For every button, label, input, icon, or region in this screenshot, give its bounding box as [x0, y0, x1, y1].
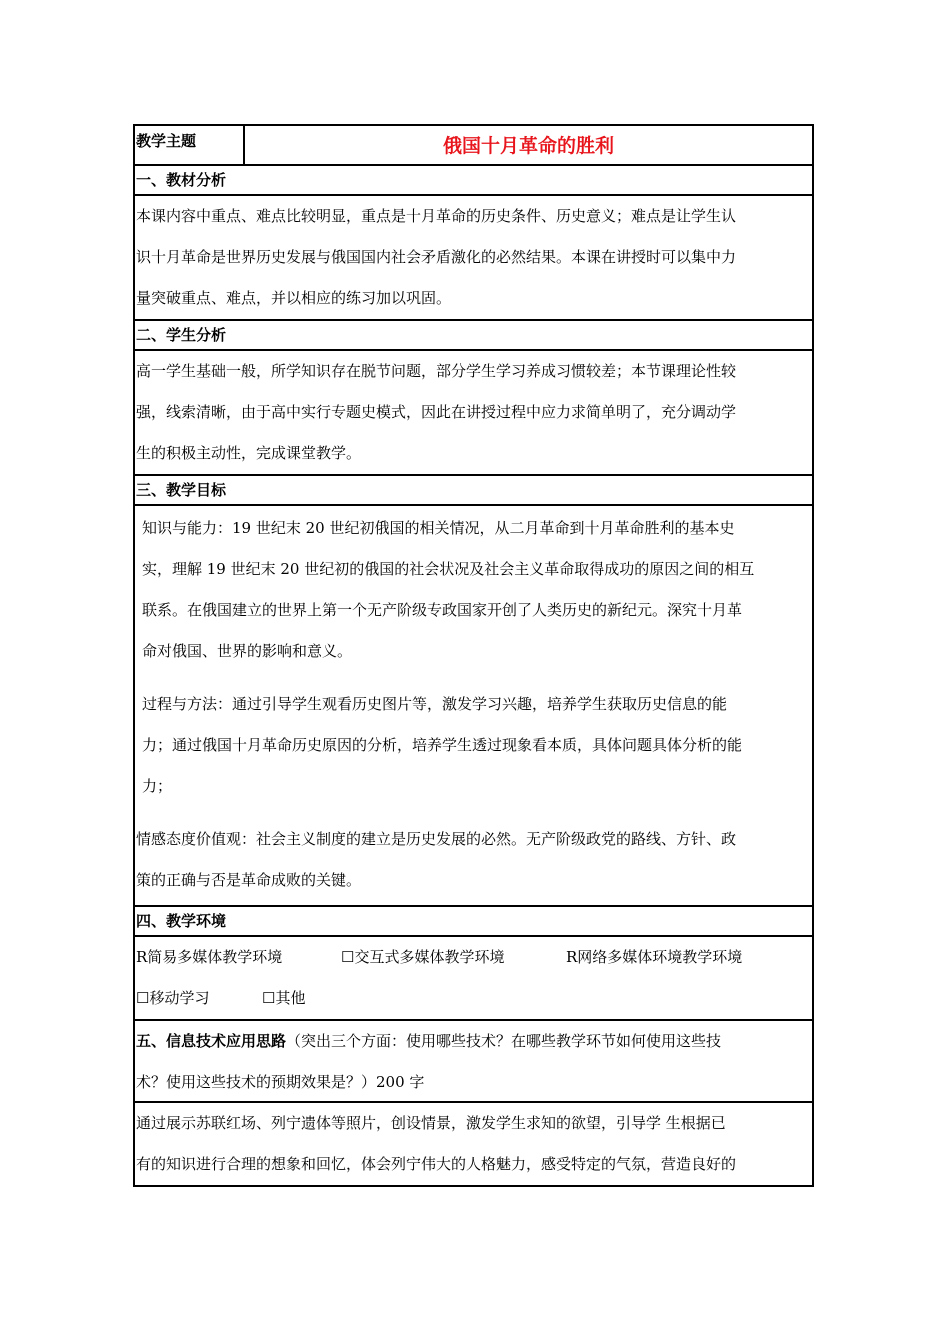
topic-title: 俄国十月革命的胜利 [442, 135, 614, 157]
section3-heading: 三、教学目标 [135, 476, 812, 506]
text-line: 高一学生基础一般，所学知识存在脱节问题，部分学生学习养成习惯较差；本节课理论性较 [136, 362, 737, 380]
text-line: 本课内容中重点、难点比较明显，重点是十月革命的历史条件、历史意义；难点是让学生认 [136, 207, 737, 225]
goal-knowledge [136, 508, 811, 672]
section5-body [135, 1103, 812, 1185]
section5-note-cont: 术？使用这些技术的预期效果是？）200 字 [136, 1073, 425, 1091]
section5-note: （突出三个方面：使用哪些技术？在哪些教学环节如何使用这些技 [286, 1032, 722, 1050]
text-line: 力； [142, 777, 173, 795]
goal-process [136, 684, 811, 807]
section1-heading: 一、教材分析 [135, 166, 812, 196]
text-line: 命对俄国、世界的影响和意义。 [142, 642, 353, 660]
section4-body [135, 937, 812, 1021]
lesson-plan-table [133, 124, 814, 1187]
text-line: 量突破重点、难点，并以相应的练习加以巩固。 [136, 289, 452, 307]
option-interactive-multimedia[interactable]: ☐交互式多媒体教学环境 [341, 948, 505, 966]
option-simple-multimedia[interactable]: R简易多媒体教学环境 [136, 948, 283, 966]
text-line: 过程与方法：通过引导学生观看历史图片等，激发学习兴趣，培养学生获取历史信息的能 [142, 695, 728, 713]
goal-attitude [136, 819, 811, 901]
section5-heading: 五、信息技术应用思路 [136, 1032, 287, 1050]
topic-label: 教学主题 [135, 126, 245, 164]
text-line: 有的知识进行合理的想象和回忆，体会列宁伟大的人格魅力，感受特定的气氛，营造良好的 [136, 1155, 737, 1173]
text-line: 情感态度价值观：社会主义制度的建立是历史发展的必然。无产阶级政党的路线、方针、政 [136, 830, 737, 848]
option-mobile-learning[interactable]: ☐移动学习 [136, 989, 210, 1007]
environment-options [136, 937, 811, 978]
section4-heading: 四、教学环境 [135, 907, 812, 937]
environment-options-row2 [136, 978, 811, 1019]
section2-body [135, 351, 812, 476]
section1-body [135, 196, 812, 321]
text-line: 生的积极主动性，完成课堂教学。 [136, 444, 362, 462]
text-line: 联系。在俄国建立的世界上第一个无产阶级专政国家开创了人类历史的新纪元。深究十月革 [142, 601, 743, 619]
section2-heading: 二、学生分析 [135, 321, 812, 351]
option-network-multimedia[interactable]: R网络多媒体环境教学环境 [566, 948, 743, 966]
section3-body [135, 506, 812, 907]
option-other[interactable]: ☐其他 [262, 989, 306, 1007]
text-line: 通过展示苏联红场、列宁遗体等照片，创设情景，激发学生求知的欲望，引导学 生根据已 [136, 1114, 726, 1132]
text-line: 知识与能力：19 世纪末 20 世纪初俄国的相关情况，从二月革命到十月革命胜利的基本史 [142, 519, 735, 537]
topic-row [135, 126, 812, 166]
text-line: 识十月革命是世界历史发展与俄国国内社会矛盾激化的必然结果。本课在讲授时可以集中力 [136, 248, 737, 266]
text-line: 强，线索清晰，由于高中实行专题史模式，因此在讲授过程中应力求简单明了，充分调动学 [136, 403, 737, 421]
text-line: 策的正确与否是革命成败的关键。 [136, 871, 362, 889]
section5-heading-row [135, 1021, 812, 1103]
text-line: 实，理解 19 世纪末 20 世纪初的俄国的社会状况及社会主义革命取得成功的原因之间的相互 [142, 560, 755, 578]
text-line: 力；通过俄国十月革命历史原因的分析，培养学生透过现象看本质，具体问题具体分析的能 [142, 736, 743, 754]
